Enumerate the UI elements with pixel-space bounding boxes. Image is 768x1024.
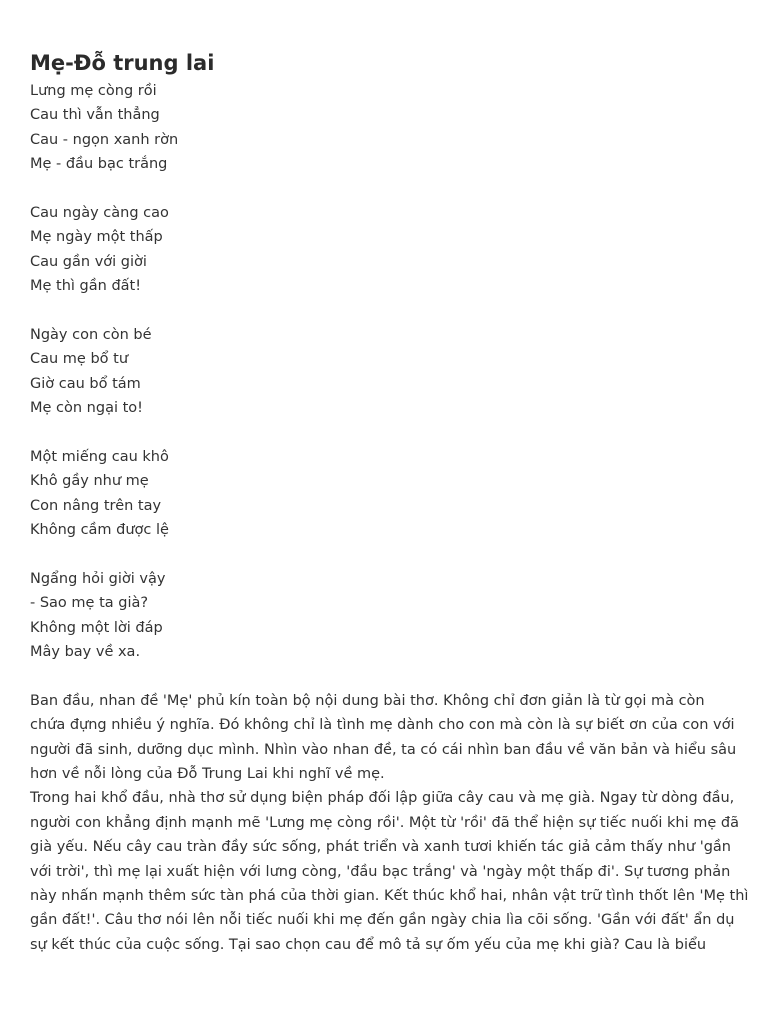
page-title: Mẹ-Đỗ trung lai — [30, 51, 215, 75]
poem-line: Không cầm được lệ — [30, 522, 169, 539]
poem-line: Mây bay về xa. — [30, 643, 141, 660]
text-line: già yếu. Nếu cây cau tràn đầy sức sống, phát triển và xanh tươi khiến tác giả cảm thấy như 'gần — [30, 839, 731, 856]
stanza-4 — [30, 445, 738, 543]
stanza-2 — [30, 201, 738, 299]
analysis-paragraph — [30, 689, 742, 787]
poem-line: Cau gần với giời — [30, 253, 147, 270]
poem-line: Ngẩng hỏi giời vậy — [30, 570, 166, 587]
text-line: Ban đầu, nhan đề 'Mẹ' phủ kín toàn bộ nội dung bài thơ. Không chỉ đơn giản là từ gọi mà còn — [30, 692, 705, 709]
text-line: với trời', thì mẹ lại xuất hiện với lưng còng, 'đầu bạc trắng' và 'ngày một thấp đi'. Sự tương phản — [30, 863, 731, 880]
poem-line: Mẹ ngày một thấp — [30, 229, 163, 246]
text-line: chứa đựng nhiều ý nghĩa. Đó không chỉ là tình mẹ dành cho con mà còn là sự biết ơn của con với — [30, 717, 735, 734]
poem-line: Giờ cau bổ tám — [30, 375, 141, 392]
poem — [30, 79, 738, 664]
stanza-1 — [30, 79, 738, 177]
stanza-3 — [30, 323, 738, 421]
poem-line: Mẹ còn ngại to! — [30, 400, 143, 417]
text-line: người đã sinh, dưỡng dục mình. Nhìn vào nhan đề, ta có cái nhìn ban đầu về văn bản và hiểu sâu — [30, 741, 737, 758]
stanza-5 — [30, 567, 738, 665]
poem-line: - Sao mẹ ta già? — [30, 595, 149, 612]
poem-line: Cau - ngọn xanh rờn — [30, 131, 179, 148]
poem-line: Mẹ - đầu bạc trắng — [30, 156, 168, 173]
text-line: này nhấn mạnh thêm sức tàn phá của thời gian. Kết thúc khổ hai, nhân vật trữ tình thốt lên 'Mẹ thì — [30, 887, 749, 904]
text-line: hơn về nỗi lòng của Đỗ Trung Lai khi nghĩ về mẹ. — [30, 765, 385, 782]
poem-line: Cau mẹ bổ tư — [30, 351, 129, 368]
poem-line: Một miếng cau khô — [30, 448, 169, 465]
poem-line: Con nâng trên tay — [30, 497, 162, 514]
poem-line: Khô gầy như mẹ — [30, 473, 149, 490]
poem-line: Ngày con còn bé — [30, 326, 152, 343]
text-line: Trong hai khổ đầu, nhà thơ sử dụng biện pháp đối lập giữa cây cau và mẹ già. Ngay từ dòng đầu, — [30, 790, 735, 807]
analysis-text — [30, 689, 749, 957]
text-line: người con khẳng định mạnh mẽ 'Lưng mẹ còng rồi'. Một từ 'rồi' đã thể hiện sự tiếc nuối khi mẹ đã — [30, 814, 739, 831]
poem-line: Không một lời đáp — [30, 619, 163, 636]
poem-line: Cau ngày càng cao — [30, 204, 169, 221]
poem-line: Cau thì vẫn thẳng — [30, 107, 160, 124]
analysis-paragraph — [30, 786, 749, 957]
text-line: sự kết thúc của cuộc sống. Tại sao chọn cau để mô tả sự ốm yếu của mẹ khi già? Cau là biểu — [30, 936, 707, 953]
text-line: gần đất!'. Câu thơ nói lên nỗi tiếc nuối khi mẹ đến gần ngày chia lìa cõi sống. 'Gần với đất' ẩn dụ — [30, 912, 735, 929]
poem-line: Mẹ thì gần đất! — [30, 278, 142, 295]
poem-line: Lưng mẹ còng rồi — [30, 83, 157, 99]
